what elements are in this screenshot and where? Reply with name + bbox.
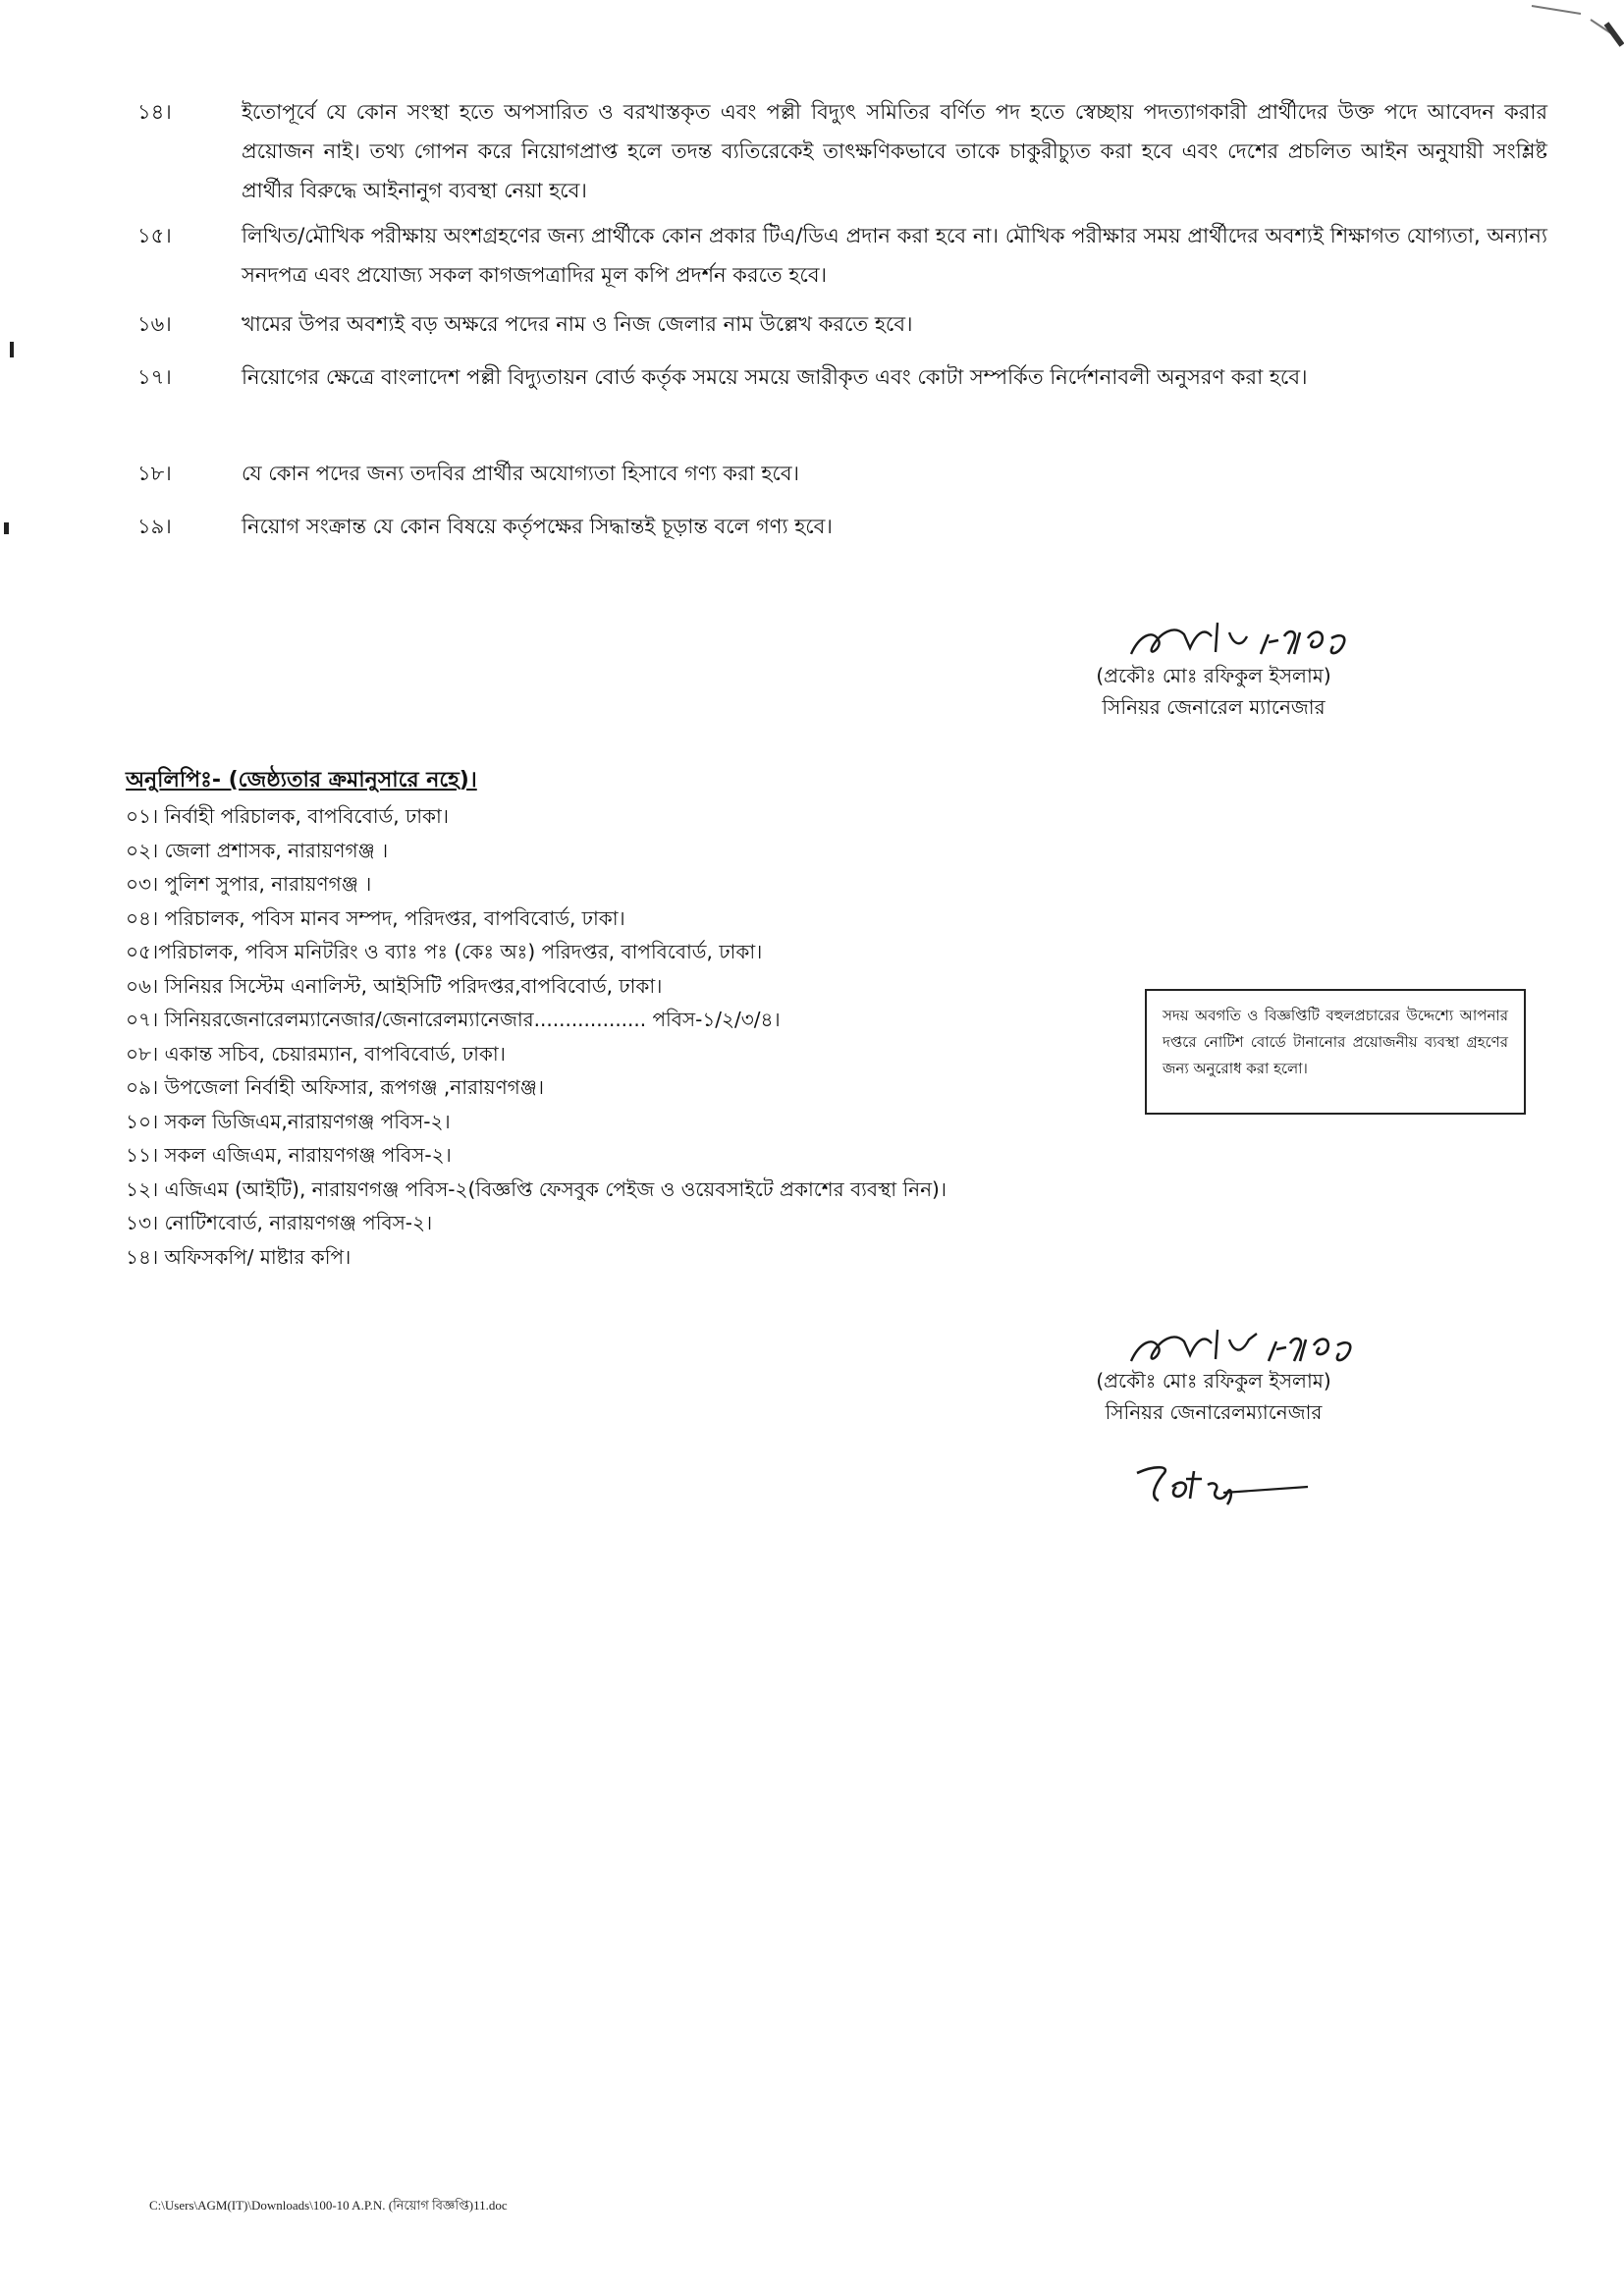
clause-number: ১৯।	[137, 515, 172, 538]
cc-title: অনুলিপিঃ- (জেষ্ঠ্যতার ক্রমানুসারে নহে)।	[126, 768, 477, 793]
clause-number: ১৮।	[137, 462, 172, 485]
list-item: ১২। এজিএম (আইটি), নারায়ণগঞ্জ পবিস-২(বিজ্ঞপ্তি ফেসবুক পেইজ ও ওয়েবসাইটে প্রকাশের ব্যবস্থা নিন)।	[126, 1176, 947, 1201]
clause-number: ১৬।	[137, 312, 172, 336]
clause-text: লিখিত/মৌখিক পরীক্ষায় অংশগ্রহণের জন্য প্রার্থীকে কোন প্রকার টিএ/ডিএ প্রদান করা হবে না। মৌখিক পরীক্ষার সময় প্রার্থীদের অবশ্যই শিক্ষাগত যোগ্যতা, অন্যান্য সনদপত্র এবং প্রযোজ্য সকল কাগজপত্রাদির মূল কপি প্রদর্শন করতে হবে।	[242, 224, 1547, 287]
clause-number: ১৭।	[137, 365, 172, 389]
list-item: ০৯। উপজেলা নির্বাহী অফিসার, রূপগঞ্জ ,নারায়ণগঞ্জ।	[126, 1075, 545, 1099]
clause-text: নিয়োগ সংক্রান্ত যে কোন বিষয়ে কর্তৃপক্ষের সিদ্ধান্তই চূড়ান্ত বলে গণ্য হবে।	[242, 515, 833, 538]
scan-edge-mark	[1512, 0, 1624, 49]
signature-block-1	[1037, 615, 1390, 723]
list-item: ০৬। সিনিয়র সিস্টেম এনালিস্ট, আইসিটি পরিদপ্তর,বাপবিবোর্ড, ঢাকা।	[126, 973, 663, 998]
list-item: ১১। সকল এজিএম, নারায়ণগঞ্জ পবিস-২।	[126, 1143, 452, 1167]
clause-text: খামের উপর অবশ্যই বড় অক্ষরে পদের নাম ও নিজ জেলার নাম উল্লেখ করতে হবে।	[242, 312, 913, 336]
handwritten-signature	[1037, 1320, 1390, 1365]
handwritten-initials	[1129, 1457, 1316, 1508]
cc-list	[126, 799, 1157, 1274]
signatory-designation: সিনিয়র জেনারেল ম্যানেজার	[1102, 695, 1326, 719]
list-item: ০৪। পরিচালক, পবিস মানব সম্পদ, পরিদপ্তর, বাপবিবোর্ড, ঢাকা।	[126, 905, 625, 930]
signature-block-2	[1037, 1320, 1390, 1428]
signatory-name: (প্রকৌঃ মোঃ রফিকুল ইসলাম)	[1096, 1369, 1331, 1393]
list-item: ০৮। একান্ত সচিব, চেয়ারম্যান, বাপবিবোর্ড, ঢাকা।	[126, 1041, 506, 1066]
signatory-name: (প্রকৌঃ মোঃ রফিকুল ইসলাম)	[1096, 664, 1331, 687]
scan-dot	[4, 522, 9, 534]
list-item: ১৩। নোটিশবোর্ড, নারায়ণগঞ্জ পবিস-২।	[126, 1211, 433, 1234]
list-item: ১০। সকল ডিজিএম,নারায়ণগঞ্জ পবিস-২।	[126, 1109, 451, 1133]
scan-dot	[10, 342, 14, 357]
notice-box: সদয় অবগতি ও বিজ্ঞপ্তিটি বহুলপ্রচারের উদ্দেশ্যে আপনার দপ্তরে নোটিশ বোর্ডে টানানোর প্রয়োজনীয় ব্যবস্থা গ্রহণের জন্য অনুরোধ করা হলো।	[1145, 989, 1526, 1115]
clause-text: যে কোন পদের জন্য তদবির প্রার্থীর অযোগ্যতা হিসাবে গণ্য করা হবে।	[242, 462, 800, 485]
handwritten-signature	[1037, 615, 1390, 660]
list-item: ১৪। অফিসকপি/ মাষ্টার কপি।	[126, 1244, 352, 1269]
clause-text: ইতোপূর্বে যে কোন সংস্থা হতে অপসারিত ও বরখাস্তকৃত এবং পল্লী বিদ্যুৎ সমিতির বর্ণিত পদ হতে স্বেচ্ছায় পদত্যাগকারী প্রার্থীদের উক্ত পদে আবেদন করার প্রয়োজন নাই। তথ্য গোপন করে নিয়োগপ্রাপ্ত হলে তদন্ত ব্যতিরেকেই তাৎক্ষণিকভাবে তাকে চাকুরীচ্যুত করা হবে এবং দেশের প্রচলিত আইন অনুযায়ী সংশ্লিষ্ট প্রার্থীর বিরুদ্ধে আইনানুগ ব্যবস্থা নেয়া হবে।	[242, 100, 1547, 202]
list-item: ০৫।পরিচালক, পবিস মনিটরিং ও ব্যাঃ পঃ (কেঃ অঃ) পরিদপ্তর, বাপবিবোর্ড, ঢাকা।	[126, 940, 763, 963]
signatory-designation: সিনিয়র জেনারেলম্যানেজার	[1105, 1400, 1323, 1424]
list-item: ০৩। পুলিশ সুপার, নারায়ণগঞ্জ ।	[126, 872, 372, 896]
list-item: ০৭। সিনিয়রজেনারেলম্যানেজার/জেনারেলম্যানেজার.................. পবিস-১/২/৩/৪।	[126, 1008, 781, 1031]
clause-text: নিয়োগের ক্ষেত্রে বাংলাদেশ পল্লী বিদ্যুতায়ন বোর্ড কর্তৃক সময়ে সময়ে জারীকৃত এবং কোটা সম্পর্কিত নির্দেশনাবলী অনুসরণ করা হবে।	[242, 365, 1308, 389]
list-item: ০১। নির্বাহী পরিচালক, বাপবিবোর্ড, ঢাকা।	[126, 804, 449, 828]
list-item: ০২। জেলা প্রশাসক, নারায়ণগঞ্জ ।	[126, 838, 389, 862]
clause-number: ১৫।	[137, 224, 172, 247]
clause-number: ১৪।	[137, 100, 172, 124]
file-path-footer: C:\Users\AGM(IT)\Downloads\100-10 A.P.N. (নিয়োগ বিজ্ঞপ্তি)11.doc	[149, 2198, 508, 2213]
